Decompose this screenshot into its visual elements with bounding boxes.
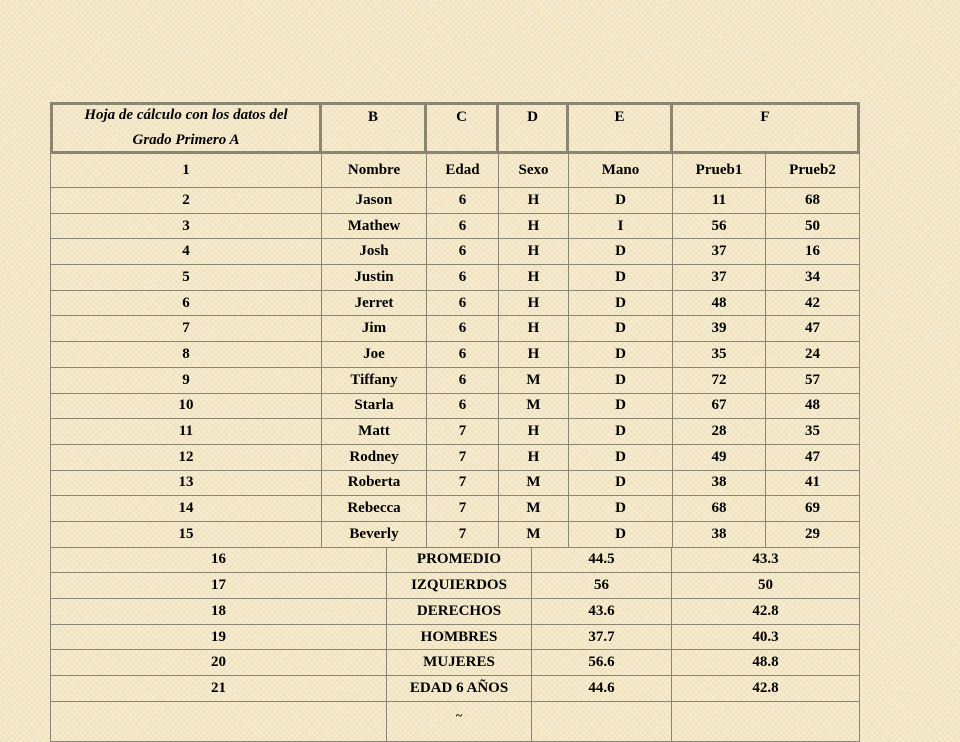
partial-row-mark: ~: [455, 707, 463, 722]
summary-prueb1-cell[interactable]: 56.6: [532, 650, 672, 676]
sexo-cell[interactable]: H: [499, 291, 569, 317]
prueb1-cell[interactable]: 37: [673, 239, 766, 265]
prueb1-cell[interactable]: 38: [673, 471, 766, 497]
nombre-cell[interactable]: Starla: [322, 394, 427, 420]
partial-row-label-cell[interactable]: [387, 702, 532, 742]
mano-cell[interactable]: D: [569, 419, 673, 445]
edad-cell[interactable]: 7: [427, 522, 499, 548]
prueb1-cell[interactable]: 28: [673, 419, 766, 445]
summary-label-cell[interactable]: DERECHOS: [387, 599, 532, 625]
prueb2-cell[interactable]: 35: [766, 419, 860, 445]
table-row: [50, 445, 860, 471]
column-header-row: [50, 154, 860, 188]
mano-cell[interactable]: D: [569, 188, 673, 214]
summary-row: [50, 676, 860, 702]
header-row: [50, 102, 860, 154]
row-number-cell[interactable]: 11: [50, 419, 322, 445]
row-number-cell[interactable]: 8: [50, 342, 322, 368]
prueb2-cell[interactable]: 34: [766, 265, 860, 291]
mano-cell[interactable]: D: [569, 342, 673, 368]
partial-row-number-cell[interactable]: [50, 702, 387, 742]
prueb2-cell[interactable]: 48: [766, 394, 860, 420]
col-header-prueb2[interactable]: Prueb2: [766, 154, 860, 188]
edad-cell[interactable]: 6: [427, 368, 499, 394]
row-number-cell[interactable]: 12: [50, 445, 322, 471]
sexo-cell[interactable]: M: [499, 394, 569, 420]
summary-prueb2-cell[interactable]: 48.8: [672, 650, 860, 676]
mano-cell[interactable]: D: [569, 445, 673, 471]
sexo-cell[interactable]: H: [499, 265, 569, 291]
summary-row: [50, 573, 860, 599]
nombre-cell[interactable]: Beverly: [322, 522, 427, 548]
summary-prueb1-cell[interactable]: 37.7: [532, 625, 672, 651]
column-letter-f[interactable]: F: [673, 102, 860, 154]
partial-row-prueb1-cell[interactable]: [532, 702, 672, 742]
summary-prueb2-cell[interactable]: 43.3: [672, 548, 860, 574]
column-letter-b[interactable]: B: [322, 102, 427, 154]
prueb1-cell[interactable]: 35: [673, 342, 766, 368]
row-number-cell[interactable]: 2: [50, 188, 322, 214]
table-row: [50, 522, 860, 548]
prueb1-cell[interactable]: 39: [673, 316, 766, 342]
summary-row: [50, 599, 860, 625]
row-number-cell[interactable]: 15: [50, 522, 322, 548]
row-number-cell[interactable]: 13: [50, 471, 322, 497]
edad-cell[interactable]: 6: [427, 265, 499, 291]
nombre-cell[interactable]: Josh: [322, 239, 427, 265]
prueb1-cell[interactable]: 49: [673, 445, 766, 471]
mano-cell[interactable]: D: [569, 368, 673, 394]
prueb2-cell[interactable]: 42: [766, 291, 860, 317]
nombre-cell[interactable]: Jerret: [322, 291, 427, 317]
edad-cell[interactable]: 7: [427, 496, 499, 522]
edad-cell[interactable]: 7: [427, 419, 499, 445]
prueb2-cell[interactable]: 50: [766, 214, 860, 240]
mano-cell[interactable]: D: [569, 471, 673, 497]
sexo-cell[interactable]: M: [499, 522, 569, 548]
nombre-cell[interactable]: Roberta: [322, 471, 427, 497]
summary-prueb2-cell[interactable]: 50: [672, 573, 860, 599]
table-row: [50, 496, 860, 522]
nombre-cell[interactable]: Justin: [322, 265, 427, 291]
summary-row: [50, 548, 860, 574]
nombre-cell[interactable]: Rodney: [322, 445, 427, 471]
mano-cell[interactable]: D: [569, 291, 673, 317]
sexo-cell[interactable]: H: [499, 316, 569, 342]
sexo-cell[interactable]: H: [499, 445, 569, 471]
edad-cell[interactable]: 6: [427, 291, 499, 317]
table-row: [50, 342, 860, 368]
summary-prueb2-cell[interactable]: 42.8: [672, 599, 860, 625]
edad-cell[interactable]: 6: [427, 214, 499, 240]
sheet-title-cell: [50, 102, 322, 154]
summary-label-cell[interactable]: IZQUIERDOS: [387, 573, 532, 599]
mano-cell[interactable]: D: [569, 394, 673, 420]
row-number-cell[interactable]: 4: [50, 239, 322, 265]
prueb1-cell[interactable]: 56: [673, 214, 766, 240]
row-number-cell[interactable]: 6: [50, 291, 322, 317]
summary-row-number-cell[interactable]: 21: [50, 676, 387, 702]
row-number-cell[interactable]: 14: [50, 496, 322, 522]
nombre-cell[interactable]: Rebecca: [322, 496, 427, 522]
summary-row-number-cell[interactable]: 19: [50, 625, 387, 651]
sheet-title-line2: Grado Primero A: [132, 132, 240, 148]
column-letter-e[interactable]: E: [569, 102, 673, 154]
col-header-edad[interactable]: Edad: [427, 154, 499, 188]
prueb1-cell[interactable]: 48: [673, 291, 766, 317]
mano-cell[interactable]: D: [569, 239, 673, 265]
summary-label-cell[interactable]: HOMBRES: [387, 625, 532, 651]
data-rows: [50, 188, 860, 548]
col-header-nombre[interactable]: Nombre: [322, 154, 427, 188]
sheet-title-line1: Hoja de cálculo con los datos del: [84, 107, 288, 123]
sexo-cell[interactable]: M: [499, 368, 569, 394]
prueb2-cell[interactable]: 47: [766, 316, 860, 342]
row-number-cell[interactable]: 5: [50, 265, 322, 291]
edad-cell[interactable]: 6: [427, 394, 499, 420]
prueb2-cell[interactable]: 29: [766, 522, 860, 548]
sexo-cell[interactable]: H: [499, 419, 569, 445]
prueb2-cell[interactable]: 57: [766, 368, 860, 394]
prueb2-cell[interactable]: 47: [766, 445, 860, 471]
table-row: [50, 368, 860, 394]
edad-cell[interactable]: 6: [427, 316, 499, 342]
summary-prueb1-cell[interactable]: 44.5: [532, 548, 672, 574]
nombre-cell[interactable]: Mathew: [322, 214, 427, 240]
col-header-mano[interactable]: Mano: [569, 154, 673, 188]
summary-label-cell[interactable]: MUJERES: [387, 650, 532, 676]
col-header-prueb1[interactable]: Prueb1: [673, 154, 766, 188]
summary-prueb1-cell[interactable]: 56: [532, 573, 672, 599]
summary-rows: [50, 548, 860, 702]
table-row: [50, 188, 860, 214]
prueb1-cell[interactable]: 37: [673, 265, 766, 291]
summary-row-number-cell[interactable]: 18: [50, 599, 387, 625]
prueb1-cell[interactable]: 11: [673, 188, 766, 214]
column-letter-c[interactable]: C: [427, 102, 499, 154]
edad-cell[interactable]: 6: [427, 239, 499, 265]
sexo-cell[interactable]: H: [499, 239, 569, 265]
nombre-cell[interactable]: Jason: [322, 188, 427, 214]
summary-row: [50, 650, 860, 676]
nombre-cell[interactable]: Jim: [322, 316, 427, 342]
summary-label-cell[interactable]: PROMEDIO: [387, 548, 532, 574]
mano-cell[interactable]: D: [569, 265, 673, 291]
row-number-cell[interactable]: 3: [50, 214, 322, 240]
table-row: [50, 265, 860, 291]
mano-cell[interactable]: D: [569, 316, 673, 342]
nombre-cell[interactable]: Tiffany: [322, 368, 427, 394]
row-number-header[interactable]: 1: [50, 154, 322, 188]
sexo-cell[interactable]: M: [499, 496, 569, 522]
prueb1-cell[interactable]: 68: [673, 496, 766, 522]
table-row: [50, 471, 860, 497]
edad-cell[interactable]: 7: [427, 445, 499, 471]
summary-prueb1-cell[interactable]: 44.6: [532, 676, 672, 702]
table-row: [50, 214, 860, 240]
sexo-cell[interactable]: H: [499, 214, 569, 240]
prueb2-cell[interactable]: 24: [766, 342, 860, 368]
summary-label-cell[interactable]: EDAD 6 AÑOS: [387, 676, 532, 702]
table-row: [50, 419, 860, 445]
prueb1-cell[interactable]: 67: [673, 394, 766, 420]
summary-row-number-cell[interactable]: 20: [50, 650, 387, 676]
mano-cell[interactable]: D: [569, 522, 673, 548]
summary-row: [50, 625, 860, 651]
edad-cell[interactable]: 6: [427, 342, 499, 368]
partial-row-prueb2-cell[interactable]: [672, 702, 860, 742]
prueb2-cell[interactable]: 41: [766, 471, 860, 497]
prueb2-cell[interactable]: 68: [766, 188, 860, 214]
summary-prueb2-cell[interactable]: 40.3: [672, 625, 860, 651]
table-row: [50, 394, 860, 420]
table-row: [50, 291, 860, 317]
prueb2-cell[interactable]: 69: [766, 496, 860, 522]
prueb1-cell[interactable]: 72: [673, 368, 766, 394]
edad-cell[interactable]: 7: [427, 471, 499, 497]
table-row: [50, 316, 860, 342]
row-number-cell[interactable]: 7: [50, 316, 322, 342]
col-header-sexo[interactable]: Sexo: [499, 154, 569, 188]
nombre-cell[interactable]: Joe: [322, 342, 427, 368]
sexo-cell[interactable]: H: [499, 188, 569, 214]
summary-row-number-cell[interactable]: 16: [50, 548, 387, 574]
column-letter-d[interactable]: D: [499, 102, 569, 154]
spreadsheet-table: [50, 102, 860, 742]
summary-prueb1-cell[interactable]: 43.6: [532, 599, 672, 625]
mano-cell[interactable]: I: [569, 214, 673, 240]
mano-cell[interactable]: D: [569, 496, 673, 522]
prueb2-cell[interactable]: 16: [766, 239, 860, 265]
prueb1-cell[interactable]: 38: [673, 522, 766, 548]
nombre-cell[interactable]: Matt: [322, 419, 427, 445]
sexo-cell[interactable]: H: [499, 342, 569, 368]
sexo-cell[interactable]: M: [499, 471, 569, 497]
edad-cell[interactable]: 6: [427, 188, 499, 214]
table-row: [50, 239, 860, 265]
summary-prueb2-cell[interactable]: 42.8: [672, 676, 860, 702]
row-number-cell[interactable]: 9: [50, 368, 322, 394]
summary-row-number-cell[interactable]: 17: [50, 573, 387, 599]
partial-row: [50, 702, 860, 742]
row-number-cell[interactable]: 10: [50, 394, 322, 420]
